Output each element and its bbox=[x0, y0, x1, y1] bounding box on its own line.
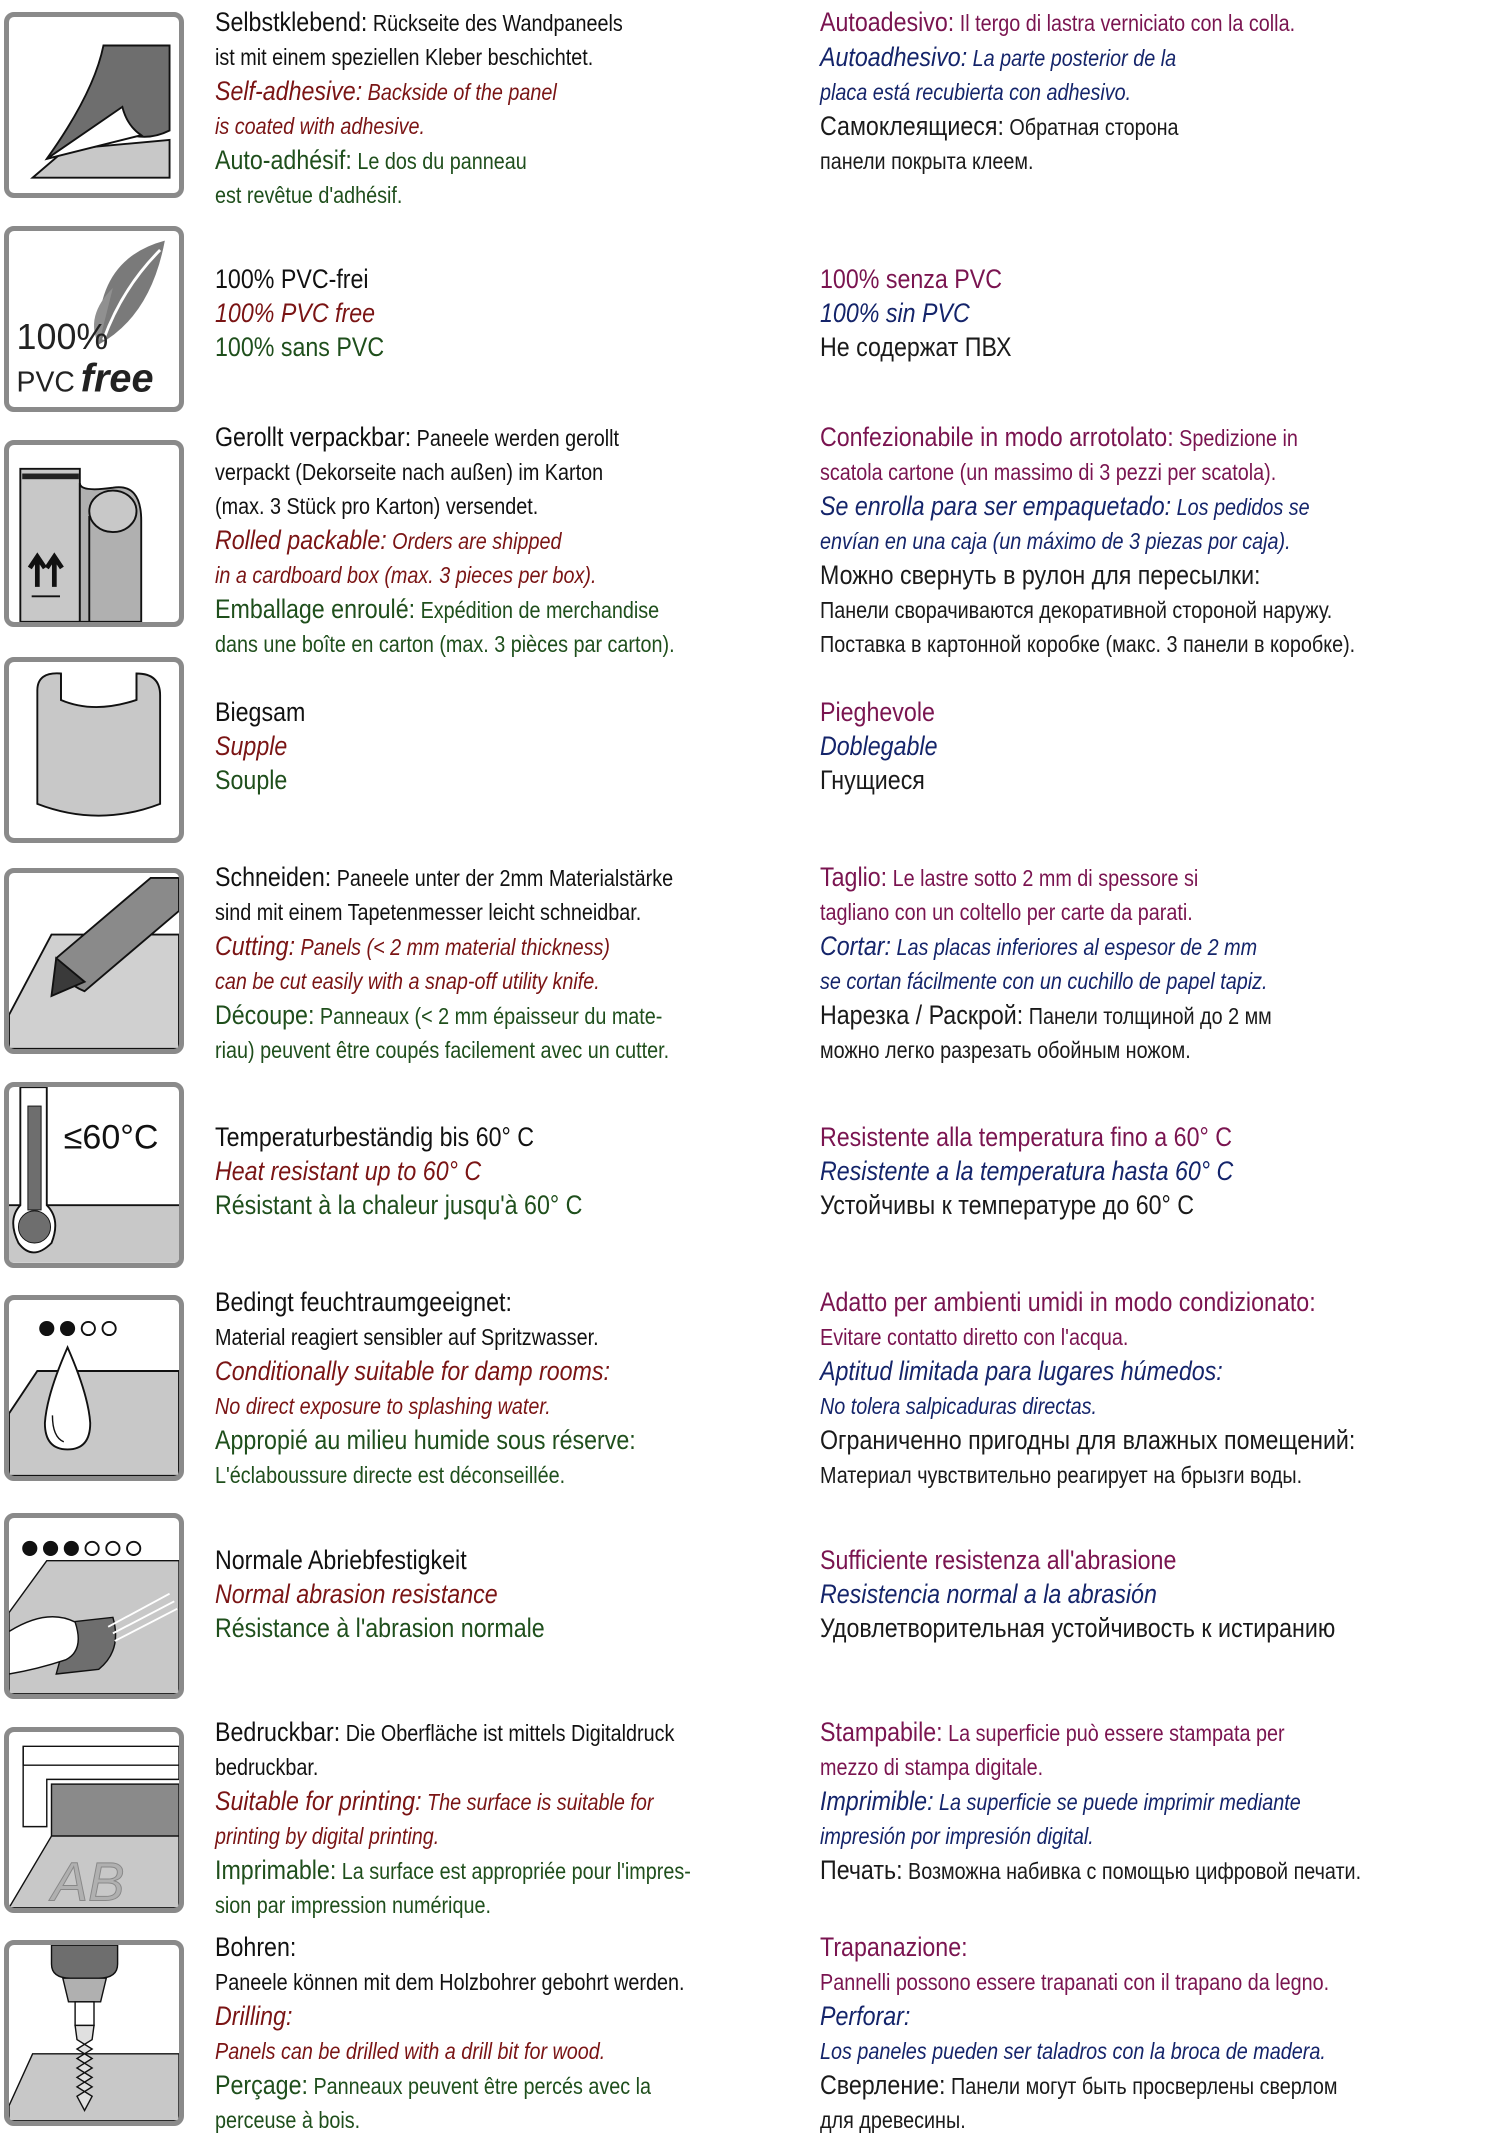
es-line: 100% sin PVC bbox=[820, 298, 970, 328]
de-line: verpackt (Dekorseite nach außen) im Karton bbox=[215, 459, 604, 485]
fr-line: Imprimable: La surface est appropriée pour l'impres- bbox=[215, 1855, 691, 1885]
fr-line: dans une boîte en carton (max. 3 pièces par carton). bbox=[215, 631, 675, 657]
en-line: Rolled packable: Orders are shipped bbox=[215, 525, 562, 555]
fr-line: riau) peuvent être coupés facilement avec un cutter. bbox=[215, 1037, 670, 1063]
es-line: Resistencia normal a la abrasión bbox=[820, 1579, 1157, 1609]
fr-line: Découpe: Panneaux (< 2 mm épaisseur du mate- bbox=[215, 1000, 663, 1030]
es-line: Los paneles pueden ser taladros con la broca de madera. bbox=[820, 2038, 1326, 2064]
it-line: Pannelli possono essere trapanati con il trapano da legno. bbox=[820, 1969, 1330, 1995]
fr-line: Auto-adhésif: Le dos du panneau bbox=[215, 145, 527, 175]
de-line: Material reagiert sensibler auf Spritzwasser. bbox=[215, 1324, 599, 1350]
en-line: Supple bbox=[215, 731, 288, 761]
feature-rolled-packable bbox=[0, 420, 1500, 655]
it-line: Taglio: Le lastre sotto 2 mm di spessore si bbox=[820, 862, 1199, 892]
ru-line: Сверление: Панели могут быть просверлены сверлом bbox=[820, 2070, 1338, 2100]
es-line: se cortan fácilmente con un cuchillo de papel tapiz. bbox=[820, 968, 1268, 994]
de-line: Normale Abriebfestigkeit bbox=[215, 1545, 467, 1575]
de-line: sind mit einem Tapetenmesser leicht schneidbar. bbox=[215, 899, 642, 925]
feature-abrasion bbox=[0, 1505, 1500, 1705]
thermometer-icon bbox=[4, 1082, 184, 1268]
fr-line: Perçage: Panneaux peuvent être percés avec la bbox=[215, 2070, 652, 2100]
fr-line: Souple bbox=[215, 765, 288, 795]
it-line: scatola cartone (un massimo di 3 pezzi per scatola). bbox=[820, 459, 1277, 485]
ru-line: Ограниченно пригодны для влажных помещений: bbox=[820, 1425, 1356, 1455]
feature-printing bbox=[0, 1715, 1500, 1918]
ru-line: Поставка в картонной коробке (макс. 3 панели в коробке). bbox=[820, 631, 1356, 657]
feature-self-adhesive bbox=[0, 0, 1500, 215]
feature-cutting bbox=[0, 860, 1500, 1075]
de-line: Gerollt verpackbar: Paneele werden gerollt bbox=[215, 422, 619, 452]
es-line: placa está recubierta con adhesivo. bbox=[820, 79, 1132, 105]
de-line: Selbstklebend: Rückseite des Wandpaneels bbox=[215, 7, 623, 37]
pvc-free-leaf-icon bbox=[4, 226, 184, 412]
feature-drilling bbox=[0, 1930, 1500, 2142]
de-line: Paneele können mit dem Holzbohrer gebohrt werden. bbox=[215, 1969, 685, 1995]
en-line: can be cut easily with a snap-off utility knife. bbox=[215, 968, 600, 994]
en-line: is coated with adhesive. bbox=[215, 113, 426, 139]
it-line: Stampabile: La superficie può essere stampata per bbox=[820, 1717, 1285, 1747]
es-line: Cortar: Las placas inferiores al espesor de 2 mm bbox=[820, 931, 1258, 961]
fr-line: 100% sans PVC bbox=[215, 332, 385, 362]
es-line: Autoadhesivo: La parte posterior de la bbox=[820, 42, 1177, 72]
cutting-knife-icon bbox=[4, 868, 184, 1054]
svg-text:100%: 100% bbox=[16, 317, 109, 358]
feature-heat-resistant bbox=[0, 1080, 1500, 1280]
ru-line: для древесины. bbox=[820, 2107, 966, 2133]
es-line: envían en una caja (un máximo de 3 piezas por caja). bbox=[820, 528, 1291, 554]
en-line: Self-adhesive: Backside of the panel bbox=[215, 76, 557, 106]
it-line: Confezionabile in modo arrotolato: Spedizione in bbox=[820, 422, 1298, 452]
de-line: bedruckbar. bbox=[215, 1754, 319, 1780]
de-line: Temperaturbeständig bis 60° C bbox=[215, 1122, 535, 1152]
fr-line: est revêtue d'adhésif. bbox=[215, 182, 403, 208]
printing-roller-icon bbox=[4, 1727, 184, 1913]
ru-line: можно легко разрезать обойным ножом. bbox=[820, 1037, 1191, 1063]
en-line: Normal abrasion resistance bbox=[215, 1579, 498, 1609]
self-adhesive-icon bbox=[9, 17, 179, 193]
en-line: 100% PVC free bbox=[215, 298, 376, 328]
abrasion-wipe-icon bbox=[4, 1513, 184, 1699]
water-drop-icon bbox=[4, 1295, 184, 1481]
de-line: (max. 3 Stück pro Karton) versendet. bbox=[215, 493, 539, 519]
fr-line: L'éclaboussure directe est déconseillée. bbox=[215, 1462, 566, 1488]
ru-line: Можно свернуть в рулон для пересылки: bbox=[820, 560, 1261, 590]
ru-line: Устойчивы к температуре до 60° C bbox=[820, 1190, 1195, 1220]
svg-text:≤60°C: ≤60°C bbox=[63, 1118, 159, 1157]
ru-line: Самоклеящиеся: Обратная сторона bbox=[820, 111, 1179, 141]
es-line: impresión por impresión digital. bbox=[820, 1823, 1094, 1849]
self-adhesive-icon bbox=[4, 12, 184, 198]
it-line: Adatto per ambienti umidi in modo condizionato: bbox=[820, 1287, 1316, 1317]
en-line: Panels can be drilled with a drill bit for wood. bbox=[215, 2038, 606, 2064]
it-line: Resistente alla temperatura fino a 60° C bbox=[820, 1122, 1232, 1152]
ru-line: Удовлетворительная устойчивость к истиранию bbox=[820, 1613, 1336, 1643]
en-line: printing by digital printing. bbox=[215, 1823, 440, 1849]
en-line: Conditionally suitable for damp rooms: bbox=[215, 1356, 610, 1386]
de-line: Bedruckbar: Die Oberfläche ist mittels Digitaldruck bbox=[215, 1717, 675, 1747]
svg-text:free: free bbox=[80, 356, 154, 401]
it-line: Sufficiente resistenza all'abrasione bbox=[820, 1545, 1177, 1575]
es-line: Aptitud limitada para lugares húmedos: bbox=[820, 1356, 1223, 1386]
ru-line: Материал чувствительно реагирует на брызги воды. bbox=[820, 1462, 1303, 1488]
de-line: ist mit einem speziellen Kleber beschichtet. bbox=[215, 44, 594, 70]
svg-text:AB: AB bbox=[51, 1850, 125, 1908]
en-line: No direct exposure to splashing water. bbox=[215, 1393, 551, 1419]
it-line: Pieghevole bbox=[820, 697, 935, 727]
en-line: in a cardboard box (max. 3 pieces per box). bbox=[215, 562, 597, 588]
ru-line: Гнущиеся bbox=[820, 765, 925, 795]
it-line: tagliano con un coltello per carte da parati. bbox=[820, 899, 1193, 925]
ru-line: Печать: Возможна набивка с помощью цифровой печати. bbox=[820, 1855, 1362, 1885]
de-line: 100% PVC-frei bbox=[215, 264, 369, 294]
it-line: Autoadesivo: Il tergo di lastra verniciato con la colla. bbox=[820, 7, 1296, 37]
svg-text:PVC: PVC bbox=[16, 366, 75, 399]
rolled-package-icon bbox=[4, 440, 184, 627]
de-line: Schneiden: Paneele unter der 2mm Materialstärke bbox=[215, 862, 674, 892]
ru-line: Не содержат ПВХ bbox=[820, 332, 1012, 362]
fr-line: perceuse à bois. bbox=[215, 2107, 361, 2133]
drill-icon bbox=[4, 1940, 184, 2126]
es-line: Doblegable bbox=[820, 731, 938, 761]
feature-damp-rooms bbox=[0, 1285, 1500, 1500]
es-line: Resistente a la temperatura hasta 60° C bbox=[820, 1156, 1234, 1186]
es-line: No tolera salpicaduras directas. bbox=[820, 1393, 1098, 1419]
fr-line: sion par impression numérique. bbox=[215, 1892, 491, 1918]
feature-supple bbox=[0, 655, 1500, 850]
ru-line: Панели сворачиваются декоративной стороной наружу. bbox=[820, 597, 1333, 623]
fr-line: Appropié au milieu humide sous réserve: bbox=[215, 1425, 636, 1455]
it-line: Evitare contatto diretto con l'acqua. bbox=[820, 1324, 1129, 1350]
es-line: Se enrolla para ser empaquetado: Los pedidos se bbox=[820, 491, 1310, 521]
fr-line: Résistant à la chaleur jusqu'à 60° C bbox=[215, 1190, 583, 1220]
feature-pvc-free bbox=[0, 220, 1500, 420]
ru-line: панели покрыта клеем. bbox=[820, 148, 1034, 174]
fr-line: Résistance à l'abrasion normale bbox=[215, 1613, 545, 1643]
it-line: 100% senza PVC bbox=[820, 264, 1002, 294]
es-line: Perforar: bbox=[820, 2001, 911, 2031]
en-line: Heat resistant up to 60° C bbox=[215, 1156, 482, 1186]
fr-line: Emballage enroulé: Expédition de merchandise bbox=[215, 594, 660, 624]
es-line: Imprimible: La superficie se puede imprimir mediante bbox=[820, 1786, 1301, 1816]
de-line: Biegsam bbox=[215, 697, 306, 727]
en-line: Suitable for printing: The surface is suitable for bbox=[215, 1786, 654, 1816]
flexible-panel-icon bbox=[4, 657, 184, 843]
en-line: Cutting: Panels (< 2 mm material thickness) bbox=[215, 931, 610, 961]
de-line: Bohren: bbox=[215, 1932, 297, 1962]
en-line: Drilling: bbox=[215, 2001, 293, 2031]
it-line: mezzo di stampa digitale. bbox=[820, 1754, 1044, 1780]
it-line: Trapanazione: bbox=[820, 1932, 968, 1962]
ru-line: Нарезка / Раскрой: Панели толщиной до 2 мм bbox=[820, 1000, 1272, 1030]
de-line: Bedingt feuchtraumgeeignet: bbox=[215, 1287, 512, 1317]
